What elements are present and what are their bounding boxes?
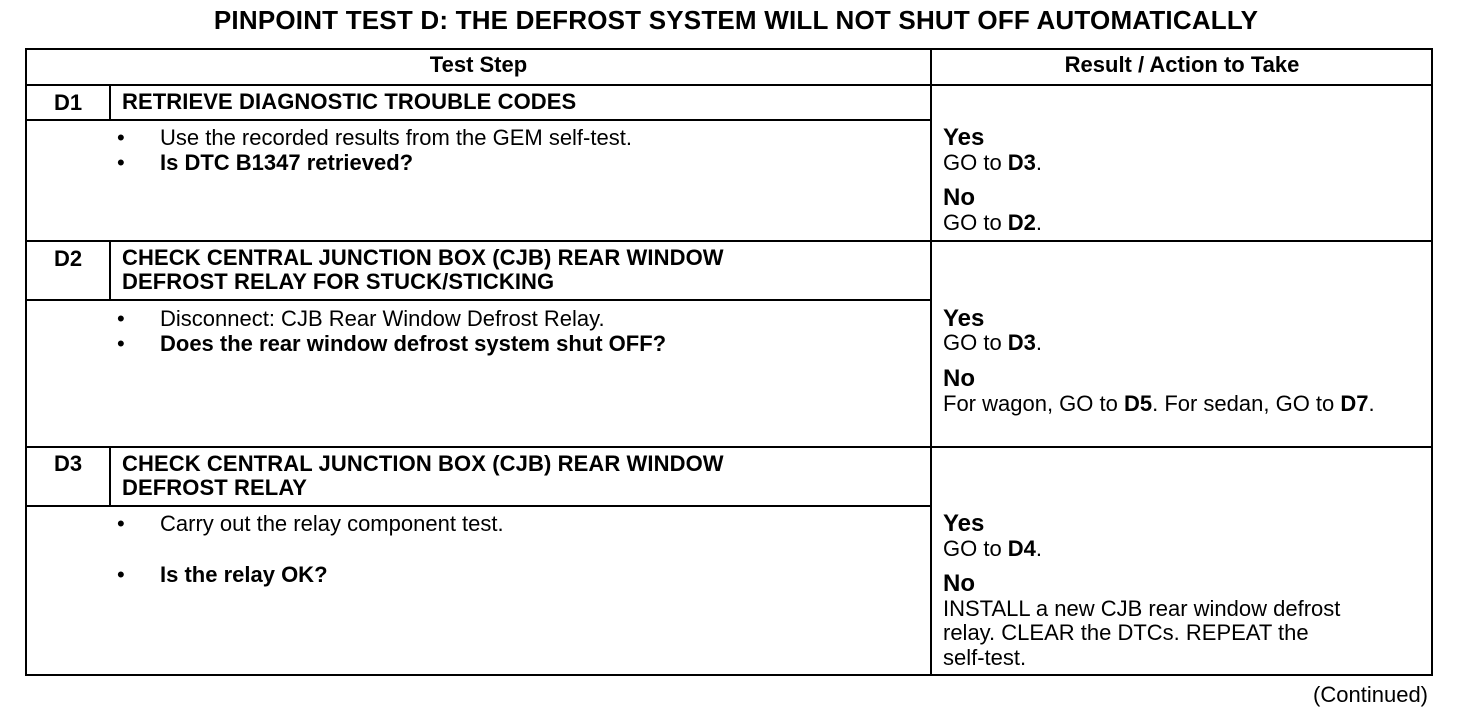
bullet-dot-icon: • — [117, 331, 125, 356]
no-action-line-3: self-test. — [943, 645, 1027, 670]
yes-action: GO to D3. — [943, 150, 1043, 175]
header-test-step: Test Step — [429, 52, 528, 77]
bullet-dot-icon: • — [117, 306, 125, 331]
step-number-divider — [109, 86, 111, 119]
step-instruction: Carry out the relay component test. — [160, 511, 504, 536]
no-action: GO to D2. — [943, 210, 1043, 235]
bullet-dot-icon: • — [117, 511, 125, 536]
page-title: PINPOINT TEST D: THE DEFROST SYSTEM WILL NOT SHUT OFF AUTOMATICALLY — [213, 5, 1259, 35]
header-divider — [25, 84, 1433, 86]
step-instruction: Use the recorded results from the GEM self-test. — [160, 125, 632, 150]
yes-label: Yes — [943, 124, 985, 151]
column-divider — [930, 48, 932, 676]
no-action: For wagon, GO to D5. For sedan, GO to D7. — [943, 391, 1375, 416]
no-label: No — [943, 570, 975, 597]
yes-action: GO to D3. — [943, 330, 1043, 355]
step-title-line-1: CHECK CENTRAL JUNCTION BOX (CJB) REAR WINDOW — [122, 245, 724, 270]
step-title-divider — [25, 299, 930, 301]
step-title-line-2: DEFROST RELAY FOR STUCK/STICKING — [122, 269, 555, 294]
step-number: D3 — [53, 451, 83, 476]
no-label: No — [943, 184, 975, 211]
no-action-line-2: relay. CLEAR the DTCs. REPEAT the — [943, 620, 1309, 645]
header-result: Result / Action to Take — [1064, 52, 1300, 77]
row-divider — [25, 240, 1433, 242]
step-title: RETRIEVE DIAGNOSTIC TROUBLE CODES — [122, 89, 577, 114]
no-label: No — [943, 365, 975, 392]
step-title-line-1: CHECK CENTRAL JUNCTION BOX (CJB) REAR WINDOW — [122, 451, 724, 476]
bullet-dot-icon: • — [117, 562, 125, 587]
step-number: D1 — [53, 90, 83, 115]
step-question: Is DTC B1347 retrieved? — [160, 150, 414, 175]
step-question: Is the relay OK? — [160, 562, 328, 587]
step-number: D2 — [53, 246, 83, 271]
step-instruction: Disconnect: CJB Rear Window Defrost Relay. — [160, 306, 605, 331]
row-divider — [25, 446, 1433, 448]
yes-action: GO to D4. — [943, 536, 1043, 561]
yes-label: Yes — [943, 305, 985, 332]
step-title-divider — [25, 119, 930, 121]
bullet-dot-icon: • — [117, 125, 125, 150]
step-number-divider — [109, 448, 111, 505]
step-number-divider — [109, 242, 111, 299]
continued-note: (Continued) — [1313, 682, 1428, 707]
step-question: Does the rear window defrost system shut OFF? — [160, 331, 667, 356]
step-title-line-2: DEFROST RELAY — [122, 475, 308, 500]
bullet-dot-icon: • — [117, 150, 125, 175]
no-action-line-1: INSTALL a new CJB rear window defrost — [943, 596, 1341, 621]
yes-label: Yes — [943, 510, 985, 537]
step-title-divider — [25, 505, 930, 507]
